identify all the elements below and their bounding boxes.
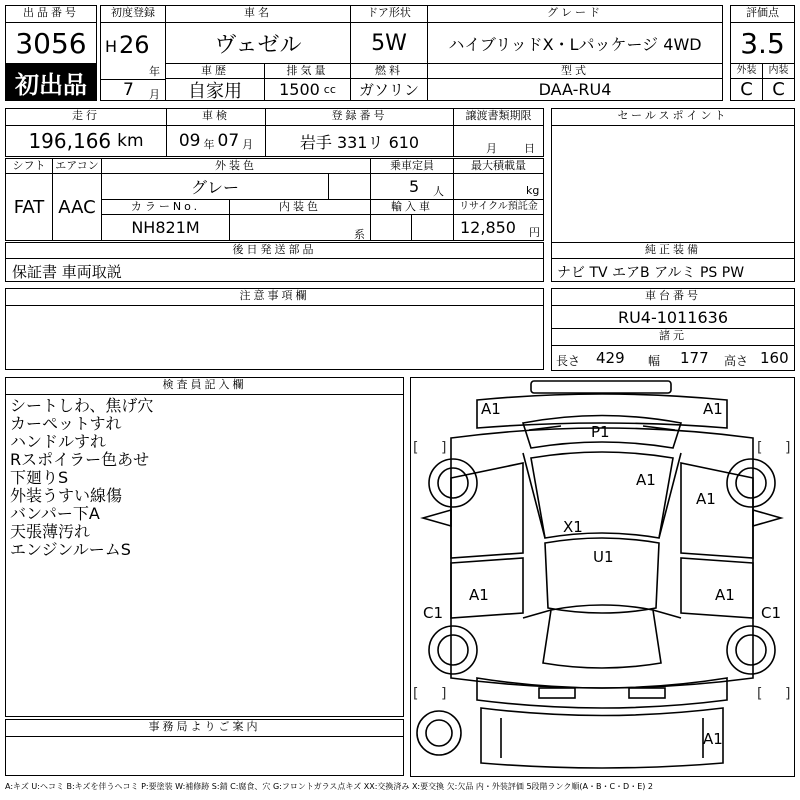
recycle-unit: 円: [529, 226, 540, 239]
inspector-line: バンパー下A: [10, 504, 100, 523]
score-value: 3.5: [730, 22, 795, 64]
inspection-box: [166, 125, 266, 157]
color-no-label: カラーNo.: [101, 199, 230, 215]
damage-mark: A1: [696, 490, 716, 508]
model-label: 型式: [427, 63, 723, 79]
plate-label: 登録番号: [265, 108, 454, 126]
int-grade: C: [762, 78, 795, 101]
later-parts-value: 保証書 車両取説: [5, 258, 544, 282]
bracket-close: ]: [785, 440, 791, 456]
car-diagram: [410, 377, 795, 777]
mileage-value: 196,166: [28, 129, 112, 153]
import-box-b: [411, 214, 454, 241]
reg-month-unit: 月: [149, 88, 160, 101]
inspector-line: カーペットすれ: [10, 414, 122, 433]
color-no-value: NH821M: [101, 214, 230, 241]
damage-mark: P1: [591, 423, 610, 441]
reg-label: 初度登録: [100, 5, 166, 23]
equipment-value: ナビ TV エアB アルミ PS PW: [551, 258, 795, 282]
mileage-box: [5, 125, 167, 157]
transfer-month-unit: 月: [486, 142, 497, 155]
damage-mark: X1: [563, 518, 583, 536]
max-load-label: 最大積載量: [453, 158, 544, 174]
inspection-month: 07: [217, 131, 240, 151]
office-label: 事務局よりご案内: [5, 719, 404, 737]
chassis-value: RU4-1011636: [551, 305, 795, 329]
ext-grade-label: 外装: [730, 63, 763, 79]
int-grade-label: 内装: [762, 63, 795, 79]
damage-mark: C1: [423, 604, 444, 622]
lot-label: 出品番号: [5, 5, 97, 23]
mileage-unit: km: [117, 131, 144, 151]
dims-box: [551, 345, 795, 371]
ext-grade: C: [730, 78, 763, 101]
damage-mark: A1: [636, 471, 656, 489]
later-parts-label: 後日発送部品: [5, 242, 544, 259]
inspection-month-unit: 月: [242, 138, 254, 151]
plate-value: 岩手 331リ 610: [265, 125, 454, 157]
reg-year: 26: [119, 31, 150, 59]
damage-mark: C1: [761, 604, 782, 622]
history-label: 車歴: [165, 63, 265, 79]
bracket-open: [: [757, 686, 763, 702]
recycle-box: [453, 214, 544, 241]
reg-year-unit: 年: [149, 65, 160, 78]
bracket-close: ]: [441, 440, 447, 456]
recycle-value: 12,850: [460, 218, 516, 237]
inspector-line: ハンドルすれ: [10, 432, 107, 451]
length-value: 429: [596, 349, 625, 367]
history-value: 自家用: [165, 78, 265, 101]
aircon-value: AAC: [52, 173, 102, 241]
inspector-line: エンジンルームS: [10, 540, 131, 559]
damage-mark: A1: [715, 586, 735, 604]
damage-mark: U1: [593, 548, 614, 566]
bracket-open: [: [413, 440, 419, 456]
shift-label: シフト: [5, 158, 53, 174]
lot-number: 3056: [5, 22, 97, 64]
inspector-line: シートしわ、焦げ穴: [10, 396, 154, 415]
displacement-unit: cc: [323, 83, 336, 96]
reg-month: 7: [123, 80, 134, 100]
fuel-value: ガソリン: [350, 78, 428, 101]
mileage-label: 走行: [5, 108, 167, 126]
ext-color-extra: [328, 173, 371, 200]
equipment-label: 純正装備: [551, 242, 795, 259]
displacement-label: 排気量: [264, 63, 351, 79]
width-value: 177: [680, 349, 709, 367]
int-color-box: [229, 214, 371, 241]
inspector-box: [5, 394, 404, 717]
bracket-close: ]: [441, 686, 447, 702]
score-label: 評価点: [730, 5, 795, 23]
damage-mark: A1: [481, 400, 501, 418]
legend-text: A:キズ U:ヘコミ B:キズを伴うヘコミ P:要塗装 W:補修跡 S:錆 C:腐食、穴 G:フロントガラス点キズ XX:交換済み X:要交換 欠:欠品 内・外装評価 5段階ランク順(A・B・C・D・E) 2: [5, 782, 654, 791]
reg-month-box: [100, 79, 166, 101]
inspector-line: 下廻りS: [10, 468, 69, 487]
inspector-line: 天張薄汚れ: [10, 522, 91, 541]
capacity-box: [370, 173, 454, 200]
max-load-unit: kg: [526, 184, 540, 197]
damage-mark: A1: [703, 400, 723, 418]
length-label: 長さ: [556, 354, 581, 368]
inspection-year: 09: [178, 131, 201, 151]
int-color-unit: 系: [354, 228, 365, 241]
capacity-unit: 人: [433, 185, 444, 198]
model-value: DAA-RU4: [427, 78, 723, 101]
chassis-label: 車台番号: [551, 288, 795, 306]
office-box: [5, 736, 404, 776]
ext-color-label: 外装色: [101, 158, 371, 174]
reg-year-box: [100, 22, 166, 80]
damage-mark: A1: [469, 586, 489, 604]
notes-box: [5, 305, 544, 370]
sales-point-box: [551, 125, 795, 243]
inspection-label: 車検: [166, 108, 266, 126]
notes-label: 注意事項欄: [5, 288, 544, 306]
displacement-value: 1500: [279, 80, 320, 99]
ext-color-value: グレー: [101, 173, 329, 200]
int-color-label: 内装色: [229, 199, 371, 215]
damage-mark: A1: [703, 730, 723, 748]
capacity-value: 5: [409, 177, 420, 196]
bracket-open: [: [413, 686, 419, 702]
first-listing-badge: 初出品: [5, 63, 97, 101]
displacement-box: [264, 78, 351, 101]
inspector-line: 外装うすい線傷: [10, 486, 123, 505]
grade-value: ハイブリッドX・Lパッケージ 4WD: [427, 22, 723, 64]
car-name-label: 車名: [165, 5, 351, 23]
car-name: ヴェゼル: [165, 22, 351, 64]
reg-era: H: [105, 37, 118, 56]
inspector-label: 検査員記入欄: [5, 377, 404, 395]
recycle-label: リサイクル預託金: [453, 199, 544, 215]
bracket-close: ]: [785, 686, 791, 702]
doors-value: 5W: [350, 22, 428, 64]
height-value: 160: [760, 349, 789, 367]
import-box-a: [370, 214, 412, 241]
doors-label: ドア形状: [350, 5, 428, 23]
max-load-box: [453, 173, 544, 200]
transfer-label: 譲渡書類期限: [453, 108, 544, 126]
shift-value: FAT: [5, 173, 53, 241]
inspection-year-unit: 年: [203, 138, 215, 151]
fuel-label: 燃料: [350, 63, 428, 79]
width-label: 幅: [648, 354, 661, 368]
import-label: 輸入車: [370, 199, 454, 215]
grade-label: グレード: [427, 5, 723, 23]
transfer-day-unit: 日: [524, 142, 535, 155]
bracket-open: [: [757, 440, 763, 456]
height-label: 高さ: [724, 354, 749, 368]
transfer-box: [453, 125, 544, 157]
aircon-label: エアコン: [52, 158, 102, 174]
dims-label: 諸元: [551, 328, 795, 346]
capacity-label: 乗車定員: [370, 158, 454, 174]
sales-point-label: セールスポイント: [551, 108, 795, 126]
inspector-line: Rスポイラー色あせ: [10, 450, 150, 469]
